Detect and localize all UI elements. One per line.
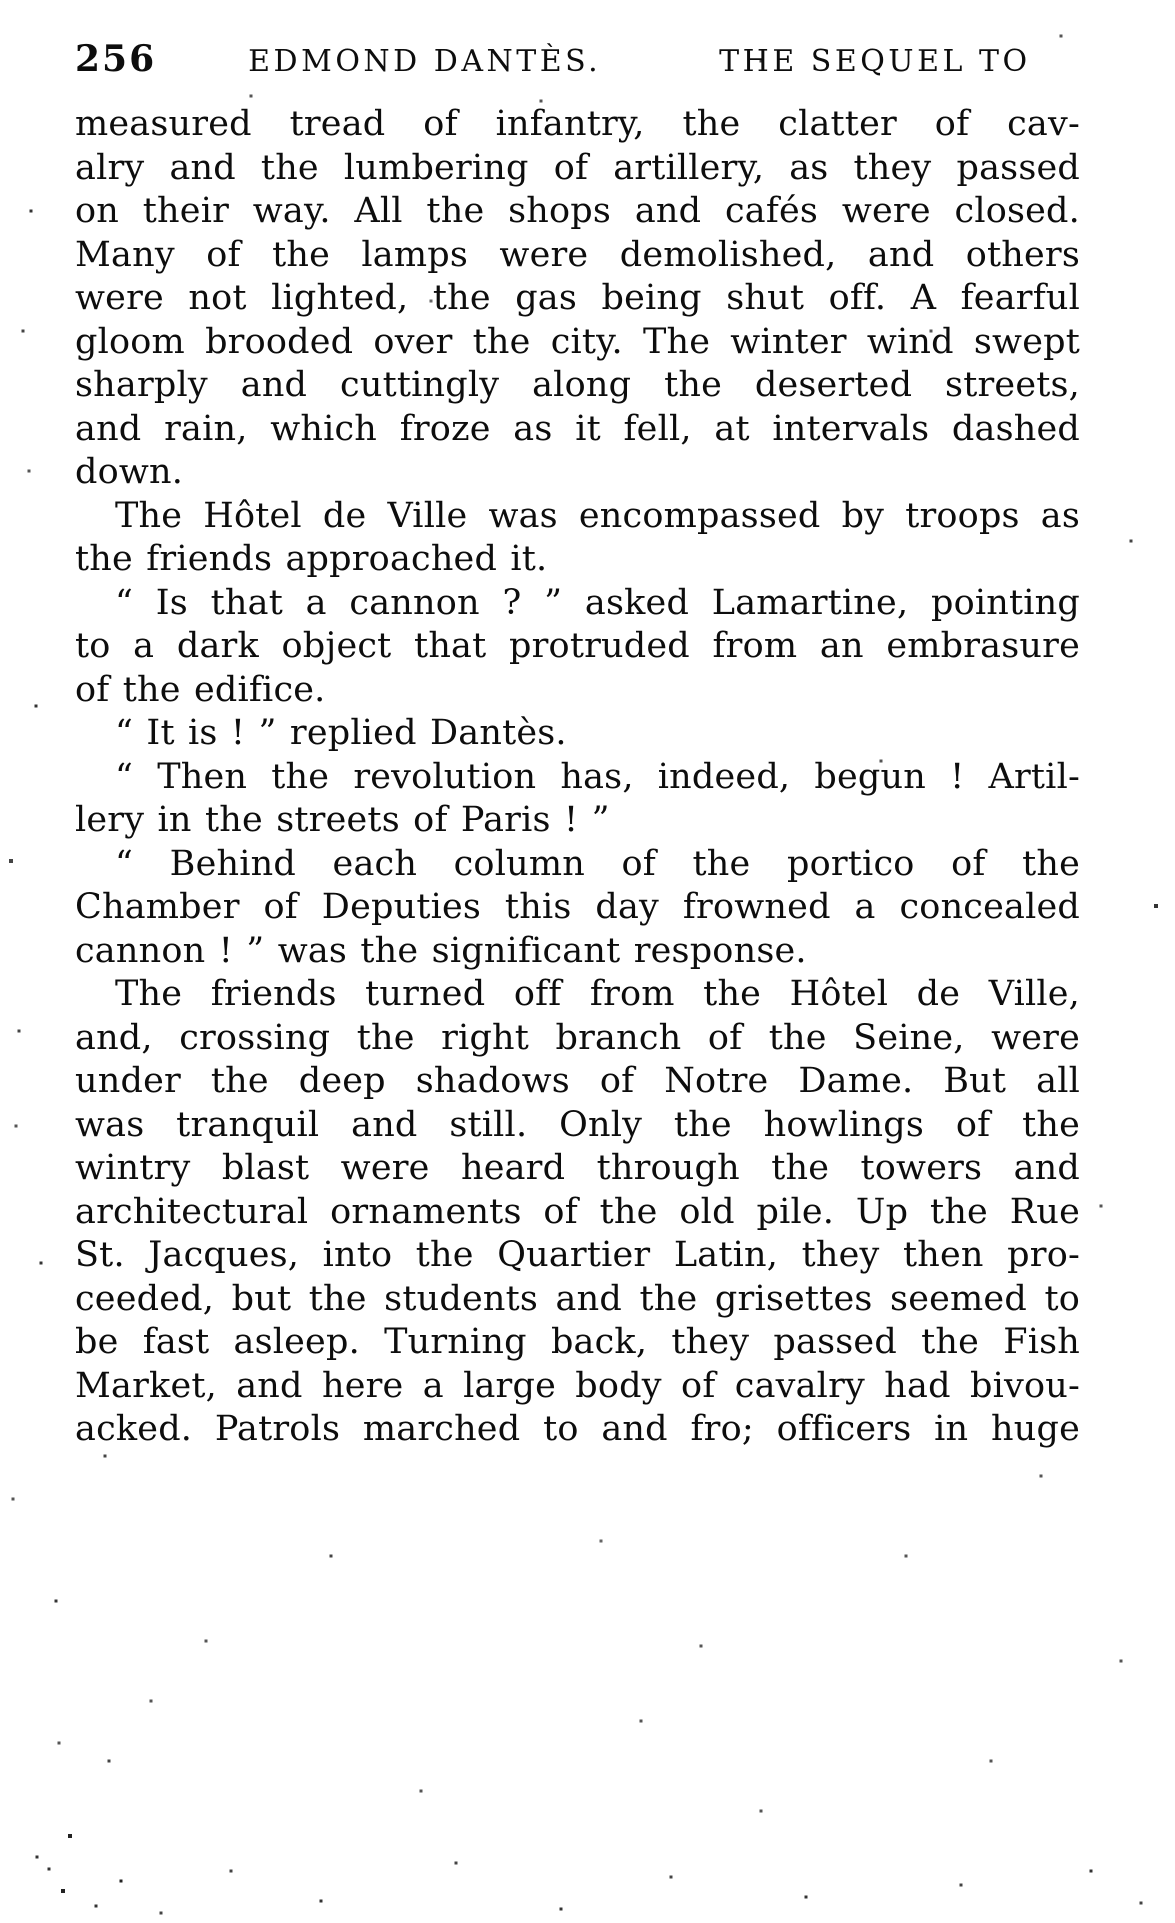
text-line: “ Behind each column of the portico of the: [115, 843, 1080, 884]
text-line: alry and the lumbering of artillery, as they passed: [75, 147, 1080, 188]
paragraph: [75, 103, 1080, 495]
text-line: acked. Patrols marched to and fro; officers in huge: [75, 1409, 1080, 1449]
text-line: to a dark object that protruded from an embrasure: [75, 626, 1080, 666]
paragraph: [75, 843, 1080, 974]
text-line: under the deep shadows of Notre Dame. But all: [75, 1061, 1080, 1101]
running-header: [75, 38, 1080, 80]
page-number: 256: [75, 38, 157, 80]
text-line: cannon ! ” was the significant response.: [75, 930, 807, 971]
paragraph: [75, 582, 1080, 713]
text-line: “ It is ! ” replied Dantès.: [115, 713, 567, 753]
text-line: St. Jacques, into the Quartier Latin, they then pro-: [75, 1235, 1080, 1275]
text-line: Many of the lamps were demolished, and others: [75, 234, 1080, 275]
text-line: The Hôtel de Ville was encompassed by troops as: [115, 495, 1080, 536]
text-line: the friends approached it.: [75, 539, 548, 579]
scan-noise: [0, 0, 2, 2]
text-line: and rain, which froze as it fell, at intervals dashed: [75, 408, 1080, 449]
text-line: be fast asleep. Turning back, they passed the Fish: [75, 1322, 1080, 1362]
text-line: was tranquil and still. Only the howlings of the: [75, 1104, 1080, 1145]
text-line: architectural ornaments of the old pile. Up the Rue: [75, 1191, 1080, 1232]
page-body: [75, 103, 1080, 1452]
text-line: measured tread of infantry, the clatter of cav-: [75, 104, 1080, 144]
text-line: Chamber of Deputies this day frowned a concealed: [75, 887, 1080, 927]
text-line: of the edifice.: [75, 669, 326, 710]
paragraph: [75, 495, 1080, 582]
text-line: ceeded, but the students and the grisettes seemed to: [75, 1278, 1080, 1319]
text-line: “ Then the revolution has, indeed, begun ! Artil-: [115, 756, 1080, 797]
text-line: were not lighted, the gas being shut off. A fearful: [75, 278, 1080, 318]
text-line: “ Is that a cannon ? ” asked Lamartine, pointing: [115, 582, 1080, 623]
running-title: THE SEQUEL TO: [719, 44, 1031, 79]
text-line: wintry blast were heard through the towers and: [75, 1148, 1080, 1188]
text-line: down.: [75, 452, 184, 492]
text-line: gloom brooded over the city. The winter wind swept: [75, 321, 1080, 362]
book-title: EDMOND DANTÈS.: [248, 44, 602, 79]
text-line: sharply and cuttingly along the deserted streets,: [75, 365, 1080, 405]
paragraph: [75, 756, 1080, 843]
text-line: Market, and here a large body of cavalry had bivou-: [75, 1365, 1080, 1406]
text-line: on their way. All the shops and cafés were closed.: [75, 191, 1080, 231]
text-line: and, crossing the right branch of the Seine, were: [75, 1017, 1080, 1058]
paragraph: [75, 973, 1080, 1452]
paragraph: [75, 712, 1080, 756]
text-line: The friends turned off from the Hôtel de Ville,: [115, 974, 1080, 1014]
text-line: lery in the streets of Paris ! ”: [75, 800, 610, 840]
